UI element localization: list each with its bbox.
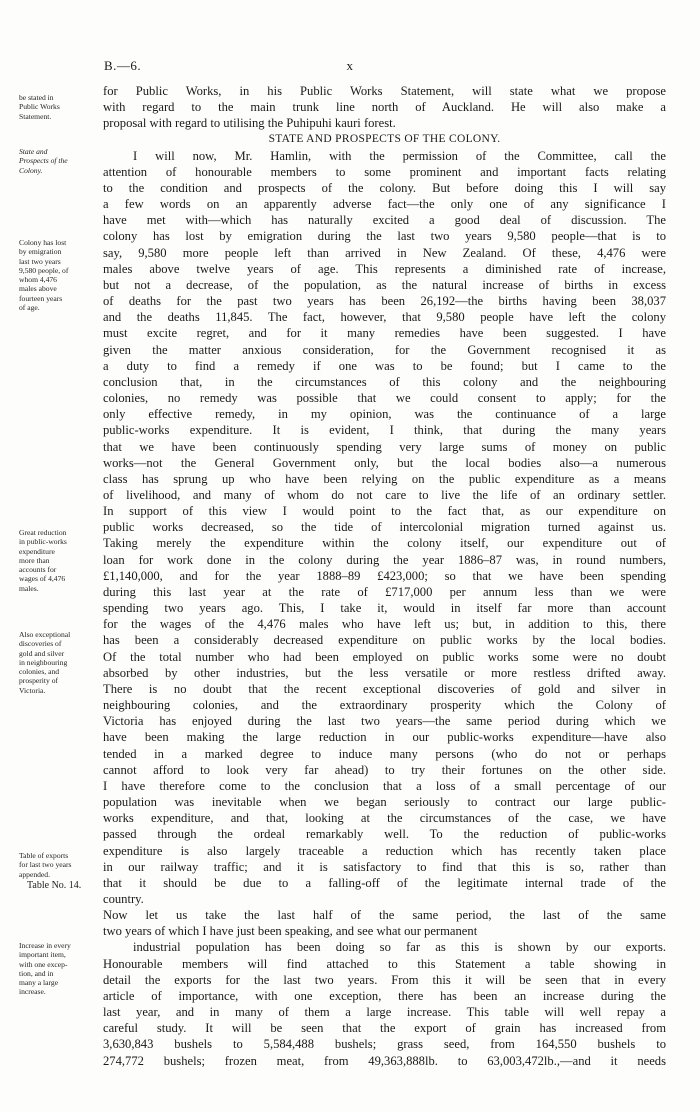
body-line: Of the total number who had been employed on public works some were no doubt: [103, 649, 666, 664]
body-line: detail the exports for the last two years. From this it will be seen that in every: [103, 972, 666, 987]
body-line: country.: [103, 892, 144, 906]
body-line: passed through the ordeal remarkably well. To the reduction of public-works: [103, 827, 666, 842]
body-line: neighbouring colonies, and the extraordinary prosperity which the Colony of: [103, 698, 666, 713]
body-line: conclusion that, in the circumstances of this colony and the neighbouring: [103, 374, 666, 389]
body-line: £1,140,000, and for the year 1888–89 £423,000; so that we have been spending: [103, 568, 666, 583]
body-line: spending two years ago. This, I take it, would in itself far more than account: [103, 601, 666, 616]
body-line: of livelihood, and many of whom do not care to live the life of an ordinary settler.: [103, 488, 666, 502]
table-reference: Table No. 14.: [27, 880, 82, 891]
body-line: cannot afford to look very far ahead) to try their fortunes on the other side.: [103, 762, 666, 777]
body-line: a duty to find a remedy if one was to be found; but I came to the: [103, 358, 666, 373]
body-line: article of importance, with one exception, there has been an increase during the: [103, 988, 666, 1003]
body-line: last year, and in many of them a large increase. This table will well repay a: [103, 1005, 666, 1020]
body-line: during this last year at the rate of £717,000 per annum less than we were: [103, 584, 666, 599]
body-line: say, 9,580 more people left than arrived in New Zealand. Of these, 4,476 were: [103, 245, 666, 260]
body-line: to the condition and prospects of the colony. But before doing this I will say: [103, 180, 666, 195]
body-line: expenditure is also largely traceable a reduction which has recently taken place: [103, 843, 666, 858]
body-line: loan for work done in the colony during the year 1886–87 was, in round numbers,: [103, 552, 666, 567]
body-line: Now let us take the last half of the same period, the last of the same: [103, 908, 666, 923]
body-line: industrial population has been doing so far as this is shown by our exports.: [133, 940, 666, 955]
margin-note: be stated in Public Works Statement.: [19, 93, 60, 121]
body-line: I have therefore come to the conclusion that a loss of a small percentage of our: [103, 778, 666, 793]
body-line: careful study. It will be seen that the export of grain has increased from: [103, 1021, 666, 1036]
body-line: tended in a marked degree to induce many persons (who do not or perhaps: [103, 746, 666, 761]
body-line: given the matter anxious consideration, for the Government recognised it as: [103, 342, 666, 357]
body-line: has been a considerably decreased expenditure on public works by the local bodies.: [103, 633, 666, 648]
body-line: In support of this view I would point to the fact that, as our expenditure on: [103, 504, 666, 519]
body-line: for Public Works, in his Public Works Statement, will state what we propose: [103, 84, 666, 98]
margin-note: Also exceptional discoveries of gold and silver in neighbouring colonies, and prosperity of Victoria.: [19, 630, 71, 695]
margin-note: Table of exports for last two years appended.: [19, 851, 72, 879]
body-line: proposal with regard to utilising the Puhipuhi kauri forest.: [103, 116, 396, 131]
body-line: works—not the General Government only, but the local bodies also—a numerous: [103, 455, 666, 470]
body-line: for the wages of the 4,476 males who have left us; but, in addition to this, there: [103, 617, 666, 632]
body-line: have been making the large reduction in our public-works expenditure—have also: [103, 730, 666, 745]
body-line: but not a decrease, of the population, as the natural increase of births in excess: [103, 277, 666, 292]
body-line: a few words on an apparently adverse fact—the only one of any significance I: [103, 197, 666, 212]
page-number: x: [346, 58, 354, 73]
body-line: absorbed by other industries, but the less versatile or more restless drifted away.: [103, 665, 666, 680]
body-line: colony has lost by emigration during the last two years 9,580 people—that is to: [103, 229, 666, 244]
body-line: 3,630,843 bushels to 5,584,488 bushels; grass seed, from 164,550 bushels to: [103, 1037, 666, 1052]
report-code: B.—6.: [104, 58, 142, 73]
body-line: in our railway traffic; and it is satisfactory to find that this is so, rather than: [103, 859, 666, 874]
body-line: that we have been continuously spending very large sums of money on public: [103, 439, 666, 454]
margin-note: Great reduction in public-works expenditure more than accounts for wages of 4,476 males.: [19, 528, 67, 593]
body-line: Taking merely the expenditure within the colony itself, our expenditure out of: [103, 536, 666, 551]
margin-note: Colony has lost by emigration last two years 9,580 people, of whom 4,476 males above fourteen years of age.: [19, 238, 69, 313]
body-line: with regard to the main trunk line north of Auckland. He will also make a: [103, 100, 666, 115]
body-line: of deaths for the past two years has been 26,192—the births having been 38,037: [103, 294, 666, 309]
body-line: and the deaths 11,845. The fact, however, that 9,580 people have left the colony: [103, 310, 666, 325]
body-line: colonies, no remedy was possible that we could consent to apply; for the: [103, 391, 666, 406]
body-line: two years of which I have just been speaking, and see what our permanent: [103, 924, 478, 939]
body-line: population was inevitable when we began seriously to contract our large public-: [103, 795, 666, 810]
body-line: males above twelve years of age. This represents a diminished rate of increase,: [103, 261, 666, 276]
body-line: public-works expenditure. It is evident, I think, that during the many years: [103, 423, 666, 438]
margin-note: State and Prospects of the Colony.: [19, 147, 68, 175]
body-line: public works decreased, so the tide of intercolonial migration turned against us.: [103, 520, 666, 535]
body-line: that it should be due to a falling-off of the legitimate internal trade of the: [103, 875, 666, 890]
body-line: attention of honourable members to some prominent and important facts relating: [103, 164, 666, 179]
body-line: only effective remedy, in my opinion, was the continuance of a large: [103, 407, 666, 422]
body-line: 274,772 bushels; frozen meat, from 49,363,888lb. to 63,003,472lb.,—and it needs: [103, 1053, 666, 1068]
body-line: must excite regret, and for it many remedies have been suggested. I have: [103, 326, 666, 341]
body-line: have met with—which has naturally excited a good deal of discussion. The: [103, 213, 666, 228]
body-line: Honourable members will find attached to this Statement a table showing in: [103, 956, 666, 971]
body-line: I will now, Mr. Hamlin, with the permission of the Committee, call the: [133, 148, 666, 163]
section-heading: STATE AND PROSPECTS OF THE COLONY.: [268, 133, 501, 146]
margin-note: Increase in every important item, with one excep- tion, and in many a large increase.: [19, 941, 71, 997]
body-line: Victoria has enjoyed during the last two years—the same period during which we: [103, 714, 666, 729]
body-line: works expenditure, and that, looking at the circumstances of the case, we have: [103, 811, 666, 826]
body-line: There is no doubt that the recent exceptional discoveries of gold and silver in: [103, 681, 666, 696]
body-line: class has sprung up who have been relying on the public expenditure as a means: [103, 471, 666, 486]
